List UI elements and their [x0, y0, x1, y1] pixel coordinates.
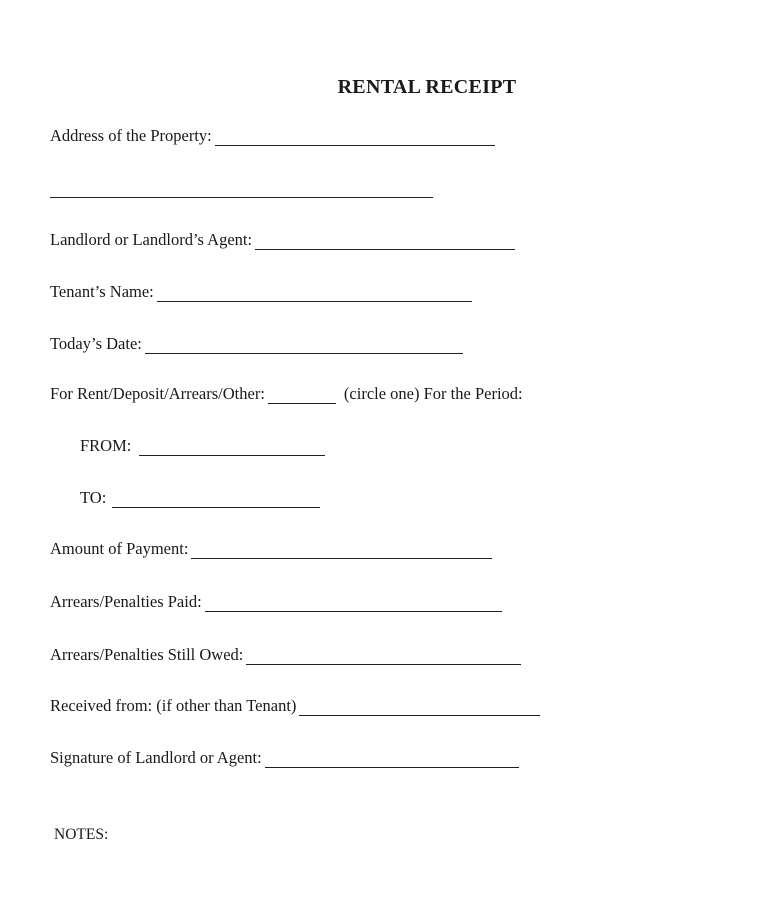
received-from-label: Received from: (if other than Tenant) — [50, 696, 297, 715]
address-label: Address of the Property: — [50, 126, 212, 145]
signature-line[interactable] — [265, 753, 519, 768]
to-label: TO: — [80, 488, 107, 507]
address-field-continued — [50, 176, 433, 198]
document-title: RENTAL RECEIPT — [337, 76, 517, 98]
from-label: FROM: — [80, 436, 132, 455]
address-field — [50, 124, 495, 146]
landlord-field — [50, 228, 515, 250]
address-line-2[interactable] — [50, 183, 433, 198]
rent-type-label: For Rent/Deposit/Arrears/Other: — [50, 384, 265, 403]
arrears-owed-line[interactable] — [246, 650, 521, 665]
date-line[interactable] — [145, 339, 463, 354]
tenant-label: Tenant’s Name: — [50, 282, 154, 301]
landlord-label: Landlord or Landlord’s Agent: — [50, 230, 253, 249]
date-label: Today’s Date: — [50, 334, 142, 353]
arrears-paid-label: Arrears/Penalties Paid: — [50, 592, 202, 611]
notes-section — [54, 822, 108, 844]
from-line[interactable] — [139, 441, 325, 456]
amount-line[interactable] — [191, 544, 492, 559]
arrears-owed-field — [50, 643, 521, 665]
date-field — [50, 332, 463, 354]
arrears-owed-label: Arrears/Penalties Still Owed: — [50, 645, 244, 664]
signature-label: Signature of Landlord or Agent: — [50, 748, 262, 767]
rent-type-line[interactable] — [268, 389, 336, 404]
notes-label: NOTES: — [54, 826, 109, 843]
received-from-line[interactable] — [299, 701, 540, 716]
signature-field — [50, 746, 519, 768]
received-from-field — [50, 694, 540, 716]
arrears-paid-line[interactable] — [205, 597, 502, 612]
arrears-paid-field — [50, 590, 502, 612]
rent-type-field — [50, 382, 523, 404]
landlord-line[interactable] — [255, 235, 515, 250]
from-field — [80, 434, 325, 456]
tenant-line[interactable] — [157, 287, 472, 302]
tenant-field — [50, 280, 472, 302]
to-field — [80, 486, 320, 508]
circle-note: (circle one) For the Period: — [343, 384, 523, 403]
amount-field — [50, 537, 492, 559]
amount-label: Amount of Payment: — [50, 539, 189, 558]
address-line[interactable] — [215, 131, 495, 146]
to-line[interactable] — [112, 493, 320, 508]
